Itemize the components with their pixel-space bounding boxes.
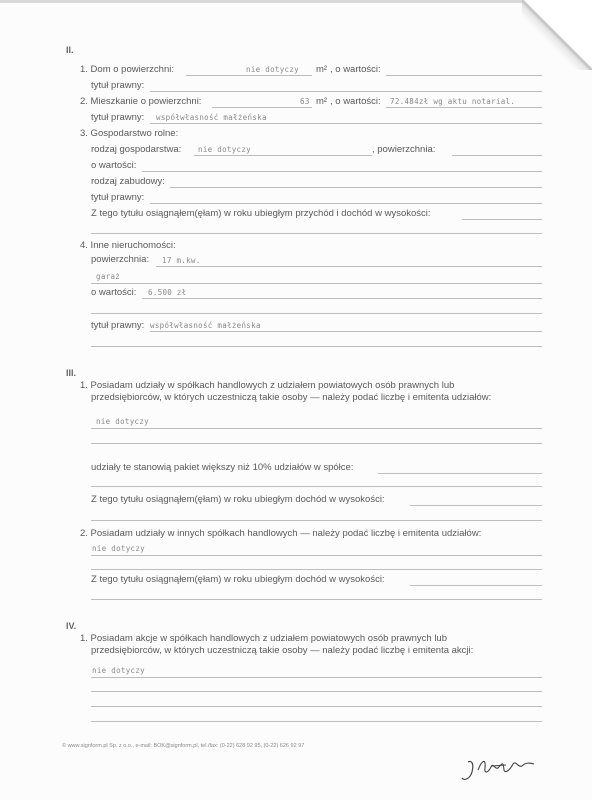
mieszkanie-area-line [212, 107, 312, 108]
udzialy-10-line-2 [91, 486, 542, 487]
mieszkanie-tytul-label: tytuł prawny: [91, 112, 145, 123]
iii-1-label-a: 1. Posiadam udziały w spółkach handlowych z udziałem powiatowych osób prawnych lub [80, 380, 455, 391]
iii-1-dochod-line-2 [91, 520, 542, 521]
section-iv-heading: IV. [66, 621, 77, 631]
mieszkanie-area-value: 63 [300, 97, 310, 106]
iii-1-value: nie dotyczy [96, 417, 149, 426]
page-edge [0, 0, 592, 3]
iv-1-line-3 [91, 706, 542, 707]
mieszkanie-value: 72.484zł wg aktu notarial. [390, 97, 516, 106]
rodzaj-gosp-value: nie dotyczy [198, 145, 251, 154]
iii-2-line-2 [91, 569, 542, 570]
mieszkanie-label: 2. Mieszkanie o powierzchni: [80, 96, 202, 107]
dom-label: 1. Dom o powierzchni: [80, 64, 174, 75]
dom-unit: m² [316, 64, 328, 75]
mieszkanie-unit: m² [316, 96, 328, 107]
gosp-wartosc-label: o wartości: [91, 160, 137, 171]
iii-2-line-1 [91, 555, 542, 556]
inne-wartosc-line [142, 298, 542, 299]
iv-1-line-1 [91, 677, 542, 678]
iii-2-dochod-label: Z tego tytułu osiągnąłem(ęłam) w roku ubiegłym dochód w wysokości: [91, 574, 385, 585]
dom-area-value: nie dotyczy [246, 65, 299, 74]
mieszkanie-value-line [386, 107, 542, 108]
inne-nieruchomosci-label: 4. Inne nieruchomości: [80, 240, 176, 251]
inne-tytul-value: współwłasność małżeńska [150, 321, 261, 330]
mieszkanie-tytul-value: współwłasność małżeńska [156, 113, 267, 122]
iii-1-line-2 [91, 443, 542, 444]
inne-tytul-line-2 [91, 346, 542, 347]
inne-powierzchnia-value: 17 m.kw. [162, 256, 201, 265]
gosp-powierzchnia-label: , powierzchnia: [372, 144, 436, 155]
rodzaj-zabudowy-label: rodzaj zabudowy: [91, 176, 165, 187]
iii-1-dochod-label: Z tego tytułu osiągnąłem(ęłam) w roku ubiegłym dochód w wysokości: [91, 494, 385, 505]
iii-1-dochod-line [410, 505, 542, 506]
iii-1-line-1 [91, 428, 542, 429]
signature-image [458, 748, 548, 788]
dom-area-line [186, 75, 312, 76]
udzialy-10-line [378, 473, 542, 474]
footer-note: © www.signform.pl Sp. z o.o., e-mail: BOK@signform.pl, tel./fax: (0-22) 628 92 95, (0-22) 626 92 97 [62, 743, 305, 749]
gosp-wartosc-line [142, 171, 542, 172]
inne-garaz-value: garaż [96, 272, 121, 281]
mieszkanie-tytul-line [150, 123, 542, 124]
iv-1-value: nie dotyczy [92, 666, 145, 675]
inne-garaz-line [91, 283, 542, 284]
gosp-przychod-line [462, 219, 542, 220]
iii-2-dochod-line [410, 585, 542, 586]
iv-1-line-2 [91, 691, 542, 692]
inne-extra-line [91, 313, 542, 314]
inne-wartosc-value: 6.500 zł [148, 288, 187, 297]
dom-value-line [386, 75, 542, 76]
rodzaj-gosp-label: rodzaj gospodarstwa: [91, 144, 182, 155]
inne-powierzchnia-label: powierzchnia: [91, 254, 150, 265]
rodzaj-zabudowy-line [170, 187, 542, 188]
udzialy-10-label: udziały te stanowią pakiet większy niż 10% udziałów w spółce: [91, 462, 354, 473]
dom-value-label: , o wartości: [330, 64, 381, 75]
dom-tytul-line [150, 91, 542, 92]
section-iii-heading: III. [66, 368, 77, 378]
inne-powierzchnia-line [156, 266, 542, 267]
iii-2-value: nie dotyczy [92, 544, 145, 553]
gosp-przychod-label: Z tego tytułu osiągnąłem(ęłam) w roku ubiegłym przychód i dochód w wysokości: [91, 208, 431, 219]
page-fold [522, 0, 592, 70]
mieszkanie-value-label: , o wartości: [330, 96, 381, 107]
gospodarstwo-label: 3. Gospodarstwo rolne: [80, 128, 179, 139]
iv-1-label-a: 1. Posiadam akcje w spółkach handlowych z udziałem powiatowych osób prawnych lub [80, 633, 447, 644]
iii-2-dochod-line-2 [91, 599, 542, 600]
inne-tytul-label: tytuł prawny: [91, 320, 145, 331]
rodzaj-gosp-line [194, 155, 372, 156]
gosp-powierzchnia-line [452, 155, 542, 156]
inne-tytul-line [150, 331, 542, 332]
iii-1-label-b: przedsiębiorców, w których uczestniczą takie osoby — należy podać liczbę i emitenta udziałów: [91, 392, 492, 403]
iv-1-line-4 [91, 721, 542, 722]
gosp-tytul-line [150, 203, 542, 204]
dom-tytul-label: tytuł prawny: [91, 80, 145, 91]
iii-2-label: 2. Posiadam udziały w innych spółkach handlowych — należy podać liczbę i emitenta udziałów: [80, 528, 482, 539]
gosp-przychod-line-2 [91, 233, 542, 234]
iv-1-label-b: przedsiębiorców, w których uczestniczą takie osoby — należy podać liczbę i emitenta akcji: [91, 645, 474, 656]
inne-wartosc-label: o wartości: [91, 287, 137, 298]
gosp-tytul-label: tytuł prawny: [91, 192, 145, 203]
section-ii-heading: II. [66, 45, 74, 55]
